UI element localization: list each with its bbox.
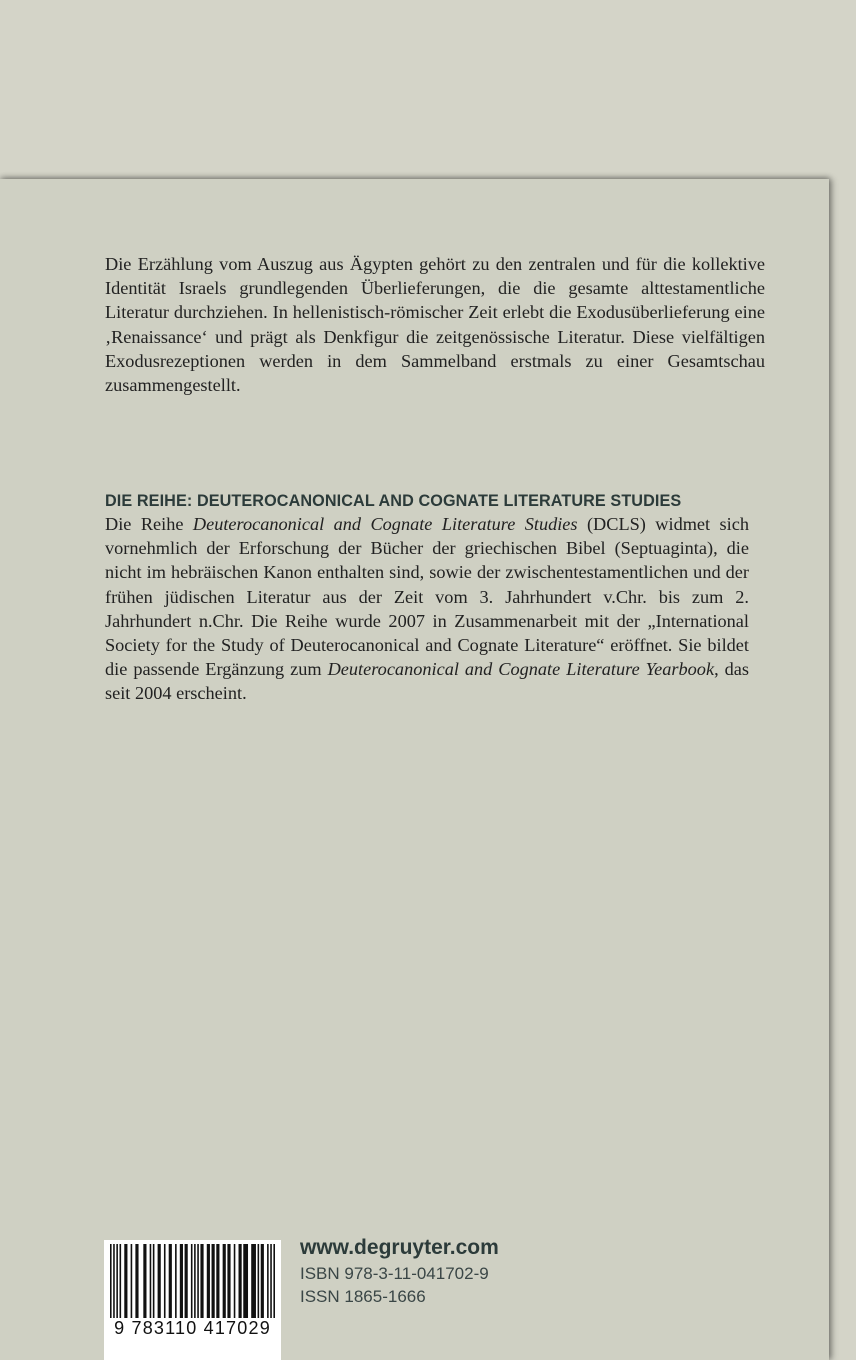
barcode-bar bbox=[216, 1244, 219, 1318]
barcode-bar bbox=[197, 1244, 199, 1318]
series-text-part-2: (DCLS) widmet sich vornehmlich der Erforschung der Bücher der griechischen Bibel (Septuaginta), die nicht im hebräischen Kanon enthalten sind, sowie der zwischentestamentlichen und der frühen jüdischen Literatur aus der Zeit vom 3. Jahrhundert v.Chr. bis zum 2. Jahrhundert n.Chr. Die Reihe wurde 2007 in Zusammenarbeit mit der „International Society for the Study of Deuterocanonical and Cognate Literature“ eröffnet. Sie bildet die passende Ergänzung zum bbox=[105, 514, 749, 680]
barcode-bar bbox=[120, 1244, 122, 1318]
series-heading: DIE REIHE: DEUTEROCANONICAL AND COGNATE LITERATURE STUDIES bbox=[105, 492, 682, 510]
barcode-bar bbox=[258, 1244, 260, 1318]
series-title: Deuterocanonical and Cognate Literature Studies bbox=[192, 514, 578, 534]
publisher-website[interactable]: www.degruyter.com bbox=[300, 1236, 499, 1259]
barcode-bar bbox=[243, 1244, 248, 1318]
barcode-bar bbox=[131, 1244, 133, 1318]
issn: ISSN 1865-1666 bbox=[300, 1287, 426, 1306]
series-text-part-3: , das seit 2004 erscheint. bbox=[105, 659, 749, 704]
barcode-bar bbox=[212, 1244, 215, 1318]
blurb-text: Die Erzählung vom Auszug aus Ägypten gehört zu den zentralen und für die kollektive Identität Israels grundlegenden Überlieferungen, die die gesamte alttestamentliche Literatur durchziehen. In hellenistisch-römischer Zeit erlebt die Exodusüberlieferung eine ‚Renaissance‘ und prägt als Denkfigur die zeitgenössische Literatur. Diese vielfältigen Exodusrezeptionen werden in dem Sammelband erstmals zu einer Gesamtschau zusammengestellt. bbox=[105, 254, 765, 396]
barcode-bar bbox=[164, 1244, 166, 1318]
barcode-bar bbox=[185, 1244, 188, 1318]
barcode-bar bbox=[227, 1244, 230, 1318]
barcode-bar bbox=[169, 1244, 172, 1318]
isbn: ISBN 978-3-11-041702-9 bbox=[300, 1264, 489, 1283]
barcode-bar bbox=[150, 1244, 152, 1318]
barcode-bar bbox=[135, 1244, 138, 1318]
barcode-bar bbox=[251, 1244, 256, 1318]
barcode-bar bbox=[180, 1244, 183, 1318]
barcode-bar bbox=[267, 1244, 269, 1318]
barcode-bar bbox=[239, 1244, 242, 1318]
series-text-part-1: Die Reihe bbox=[105, 514, 193, 534]
barcode-bar bbox=[200, 1244, 203, 1318]
barcode-number: 9 783110 417029 bbox=[114, 1318, 271, 1338]
barcode-bar bbox=[110, 1244, 112, 1318]
barcode-bar bbox=[207, 1244, 210, 1318]
barcode-bar bbox=[194, 1244, 196, 1318]
barcode-bar bbox=[234, 1244, 236, 1318]
barcode-bar bbox=[270, 1244, 272, 1318]
barcode-bar bbox=[273, 1244, 275, 1318]
series-description bbox=[105, 512, 749, 706]
barcode-bar bbox=[261, 1244, 264, 1318]
barcode-bar bbox=[143, 1244, 146, 1318]
barcode-bars bbox=[110, 1244, 275, 1318]
barcode bbox=[104, 1240, 281, 1360]
barcode-bar bbox=[124, 1244, 127, 1318]
barcode-bar bbox=[191, 1244, 193, 1318]
barcode-bar bbox=[223, 1244, 226, 1318]
barcode-bar bbox=[175, 1244, 177, 1318]
barcode-bar bbox=[153, 1244, 155, 1318]
barcode-bar bbox=[113, 1244, 115, 1318]
yearbook-title: Deuterocanonical and Cognate Literature Yearbook bbox=[327, 659, 715, 680]
barcode-bar bbox=[158, 1244, 161, 1318]
barcode-bar bbox=[116, 1244, 118, 1318]
